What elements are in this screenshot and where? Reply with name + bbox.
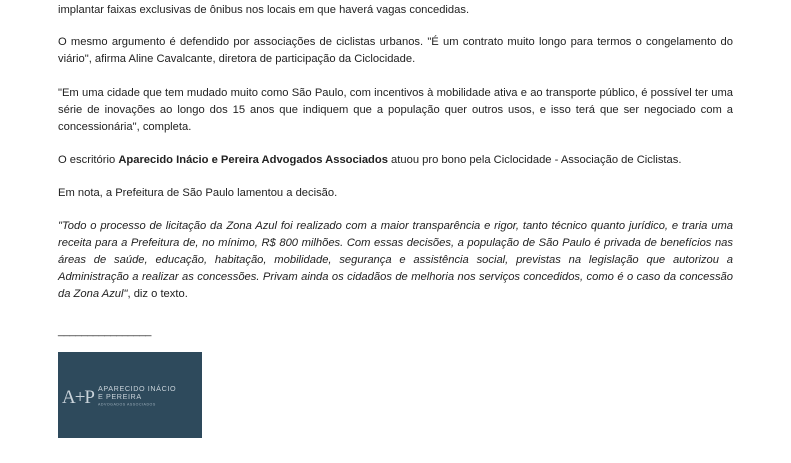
logo-line3: ADVOGADOS ASSOCIADOS [98,402,156,407]
paragraph-text: O escritório [58,154,119,166]
law-firm-name: Aparecido Inácio e Pereira Advogados Associados [118,154,388,166]
logo-line2: E PEREIRA [98,392,142,401]
logo-graphic [58,352,202,438]
paragraph: implantar faixas exclusivas de ônibus nos locais em que haverá vagas concedidas. [58,4,470,16]
paragraph: O mesmo argumento é defendido por associações de ciclistas urbanos. "É um contrato muito longo para termos o congelamento do viário", afirma Aline Cavalcante, diretora de participação da Ciclocidade. [58,36,733,65]
quote-paragraph [58,218,733,303]
paragraph [58,152,733,169]
separator-line: ________________ [58,325,152,337]
quote-attribution: , diz o texto. [127,288,188,300]
paragraph: "Em uma cidade que tem mudado muito como São Paulo, com incentivos à mobilidade ativa e ao transporte público, é possível ter uma série de inovações ao longo dos 15 anos que indiquem que a população quer outros usos, e isso terá que ser negociado com a concessionária", completa. [58,87,733,133]
logo-line1: APARECIDO INÁCIO [98,384,177,393]
paragraph-text: atuou pro bono pela Ciclocidade - Associação de Ciclistas. [387,154,682,166]
logo-monogram: A+P [62,387,95,408]
paragraph: Em nota, a Prefeitura de São Paulo lamentou a decisão. [58,187,338,199]
quote-text: "Todo o processo de licitação da Zona Azul foi realizado com a maior transparência e rigor, tanto técnico quanto jurídico, e traria uma receita para a Prefeitura de, no mínimo, R$ 800 milhões. Com essas decisões, a população de São Paulo é privada de benefícios nas áreas de saúde, educação, habitação, mobilidade, segurança e assistência social, previstas na legislação que autorizou a Administração a realizar as concessões. Privam ainda os cidadãos de melhoria nos serviços concedidos, como é o caso da concessão da Zona Azul" [58,220,733,300]
law-firm-logo [58,352,202,438]
